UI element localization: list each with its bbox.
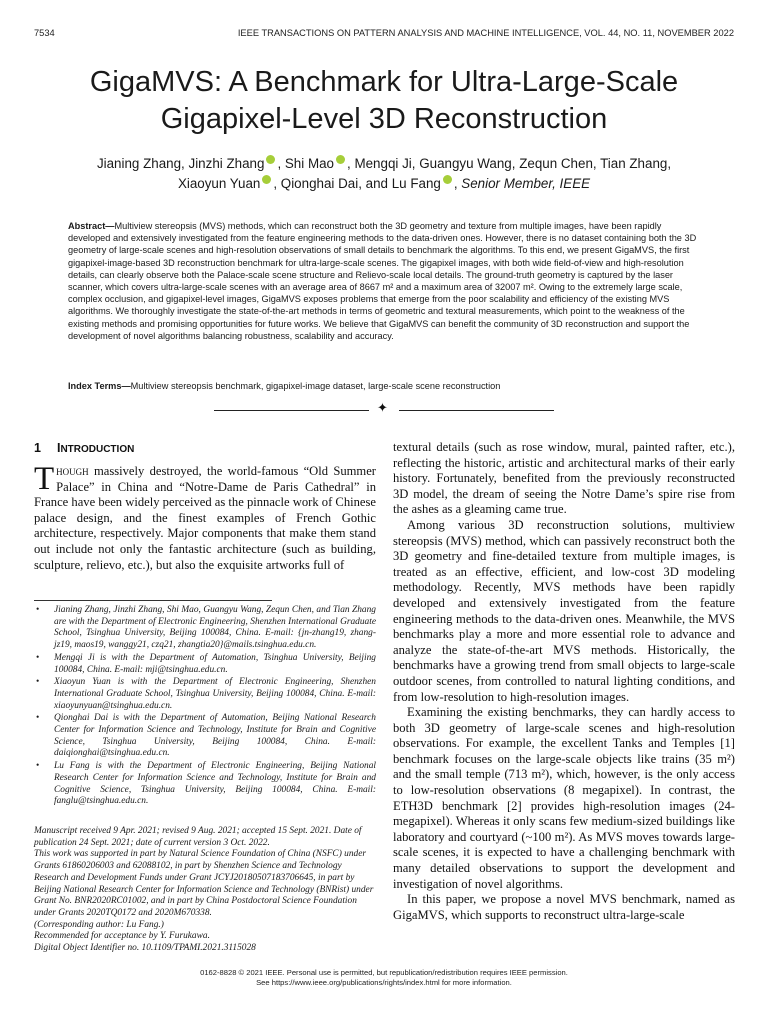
section-title-rest: NTRODUCTION: [60, 444, 135, 455]
index-terms-label: Index Terms—: [68, 381, 131, 391]
footnote-rule: [34, 600, 272, 601]
divider-star-icon: ✦: [377, 401, 388, 416]
index-terms: [68, 380, 700, 392]
rights-url: See https://www.ieee.org/publications/rights/index.html for more information.: [256, 977, 512, 987]
abstract-label: Abstract—: [68, 221, 115, 231]
title-line-1: GigaMVS: A Benchmark for Ultra-Large-Scale: [89, 66, 679, 98]
member-grade: Senior Member, IEEE: [461, 176, 591, 191]
left-column: [34, 440, 376, 573]
recommended-by: Recommended for acceptance by Y. Furukawa.: [34, 931, 210, 942]
body-paragraph: textural details (such as rose window, mural, painted rafter, etc.), reflecting the historic, artistic and architectural marks of their early history. Fortunately, benefited from the previously reconstructed 3D model, the dream of seeing the Notre Dame’s spire rise from the ashes as a gleaming came true.: [393, 440, 735, 517]
footnote-item: • Xiaoyun Yuan is with the Department of Electronic Engineering, Shenzhen International Graduate School, Tsinghua University, Beijing 100084, China. E-mail: xiaoyunyuan@tsinghua.edu.cn.: [36, 677, 376, 711]
divider-line-left: [214, 410, 369, 411]
abstract-text: Multiview stereopsis (MVS) methods, which can reconstruct both the 3D geometry and texture from multiple images, have been rapidly developed and extensively investigated from the feature engineering methods to the data-driven ones. However, there is no dataset containing both the 3D geometry of large-scale scenes and high-resolution observations of small details to benchmark the algorithms. To this end, we present GigaMVS, the first gigapixel-image-based 3D reconstruction benchmark for ultra-large-scale scenes. The gigapixel images, with both wide field-of-view and high-resolution details, can clearly observe both the Palace-scale scene structure and Relievo-scale local details. The ground-truth geometry is captured by the laser scanner, which covers ultra-large-scale scenes with an average area of 8667 m² and a maximum area of 32007 m². Owing to the extremely large scale, complex occlusion, and gigapixel-level images, GigaMVS exposes problems that emerge from the poor scalability and efficiency of the existing MVS algorithms. We thoroughly investigate the state-of-the-art methods in terms of geometric and textural measurements, which point to the weakness of the existing methods and promising opportunities for future works. We believe that GigaMVS can benefit the community of 3D reconstruction and support the development of novel algorithms balancing robustness, scalability and accuracy.: [68, 221, 697, 341]
body-paragraph: [34, 461, 376, 573]
corresponding-author: (Corresponding author: Lu Fang.): [34, 919, 164, 930]
journal-header: IEEE TRANSACTIONS ON PATTERN ANALYSIS AND MACHINE INTELLIGENCE, VOL. 44, NO. 11, NOVEMBER 2022: [237, 28, 734, 38]
smallcaps-lead: hough: [56, 464, 89, 478]
right-column: [393, 440, 735, 923]
section-title-initial: I: [56, 441, 61, 455]
orcid-icon[interactable]: [336, 155, 345, 164]
footnote-item: • Lu Fang is with the Department of Electronic Engineering, Beijing National Research Center for Information Science and Technology, Institute for Brain and Cognitive Science, Tsinghua University, Beijing 100084, China. E-mail: fanglu@tsinghua.edu.cn.: [36, 761, 376, 807]
section-number: 1: [34, 441, 41, 455]
author-text: Jianing Zhang, Jinzhi Zhang: [96, 156, 265, 171]
author-text: Xiaoyun Yuan: [177, 176, 261, 191]
section-divider: [214, 401, 554, 416]
title-line-2: Gigapixel-Level 3D Reconstruction: [160, 103, 608, 135]
author-text: , Mengqi Ji, Guangyu Wang, Zequn Chen, Tian Zhang,: [347, 156, 672, 171]
body-text: massively destroyed, the world-famous “Old Summer Palace” in China and “Notre-Dame de Paris Cathedral” in France have been widely perceived as the pinnacle work of Chinese palace design, and the finest examples of French Gothic architecture, respectively. Major components that make them stand out include not only the fantastic architecture (such as building, sculpture, relievo, etc.), but also the exquisite artworks full of: [34, 464, 376, 572]
drop-cap: T: [34, 461, 55, 497]
manuscript-info: [34, 826, 376, 955]
author-list: [40, 154, 728, 194]
footnote-item: • Jianing Zhang, Jinzhi Zhang, Shi Mao, Guangyu Wang, Zequn Chen, and Tian Zhang are with the Department of Electronic Engineering, Shenzhen International Graduate School, Tsinghua University, Beijing 100084, China. E-mail: {jn-zhang19, zhang-jz19, maos19, wanggy21, czq21, zhangtia20}@mails.tsinghua.edu.cn.: [36, 605, 376, 651]
paper-title: [0, 64, 768, 138]
copyright-notice: [0, 968, 768, 987]
manuscript-dates: Manuscript received 9 Apr. 2021; revised 9 Aug. 2021; accepted 15 Sept. 2021. Date of publication 24 Sept. 2021; date of current version 3 Oct. 2022.: [34, 826, 362, 848]
affiliation-footnotes: [34, 605, 376, 809]
divider-line-right: [399, 410, 554, 411]
orcid-icon[interactable]: [443, 175, 452, 184]
page-number: 7534: [34, 28, 55, 38]
author-text: ,: [453, 176, 462, 191]
footnote-item: • Qionghai Dai is with the Department of Automation, Beijing National Research Center for Information Science and Technology, Institute for Brain and Cognitive Science, Tsinghua University, Beijing 100084, China. E-mail: daiqionghai@tsinghua.edu.cn.: [36, 713, 376, 759]
section-heading: [34, 440, 376, 458]
index-terms-text: Multiview stereopsis benchmark, gigapixel-image dataset, large-scale scene reconstruction: [130, 381, 501, 391]
copyright-line: 0162-8828 © 2021 IEEE. Personal use is permitted, but republication/redistribution requires IEEE permission.: [200, 968, 568, 977]
orcid-icon[interactable]: [266, 155, 275, 164]
doi: Digital Object Identifier no. 10.1109/TPAMI.2021.3115028: [34, 943, 256, 954]
body-paragraph: Among various 3D reconstruction solutions, multiview stereopsis (MVS) method, which can passively reconstruct both the 3D geometry and fine-detailed texture from multiple images, is treated as an effective, efficient, and low-cost 3D modeling methodology. Recently, MVS methods have been rapidly developed and extensively investigated from the feature engineering methods to the data-driven ones. Meanwhile, the MVS benchmarks play a more and more essential role to advance and analyze the state-of-the-art MVS methods. Historically, the benchmarks have a growing trend from small objects to large-scale outdoor scenes, from controlled to natural lighting conditions, and from low-resolution to high-resolution images.: [393, 517, 735, 704]
running-head: [34, 28, 734, 42]
footnote-item: • Mengqi Ji is with the Department of Automation, Tsinghua University, Beijing 100084, China. E-mail: mji@tsinghua.edu.cn.: [36, 652, 376, 675]
funding-note: This work was supported in part by Natural Science Foundation of China (NSFC) under Grants 61860206003 and 62088102, in part by Shenzhen Science and Technology Research and Development Funds under Grant JCYJ20180507183706645, in part by Beijing National Research Center for Information Science and Technology (BNRist) under Grant No. BNR2020RC01002, and in part by China Postdoctoral Science Foundation under Grants 2020TQ0172 and 2020M670338.: [34, 849, 374, 918]
abstract: [68, 220, 700, 342]
author-text: , Shi Mao: [277, 156, 335, 171]
orcid-icon[interactable]: [262, 175, 271, 184]
author-text: , Qionghai Dai, and Lu Fang: [273, 176, 441, 191]
body-paragraph: In this paper, we propose a novel MVS benchmark, named as GigaMVS, which supports to reconstruct ultra-large-scale: [393, 892, 735, 922]
body-paragraph: Examining the existing benchmarks, they can hardly access to both 3D geometry of large-scale scenes and high-resolution observations. For example, the excellent Tanks and Temples [1] benchmark focuses on the large-scale objects like trains (35 m²) and the small temple (713 m²), which, however, is the only access to low-resolution observations (8 megapixel). In contrast, the ETH3D benchmark [2] provides high-resolution images (24-megapixel). Whereas it only scans few medium-sized buildings like laboratory and courtyard (~100 m²). As MVS moves towards large-scale scenes, it is expected to have a challenging benchmark with many detailed observations to support the development and investigation of novel algorithms.: [393, 705, 735, 891]
